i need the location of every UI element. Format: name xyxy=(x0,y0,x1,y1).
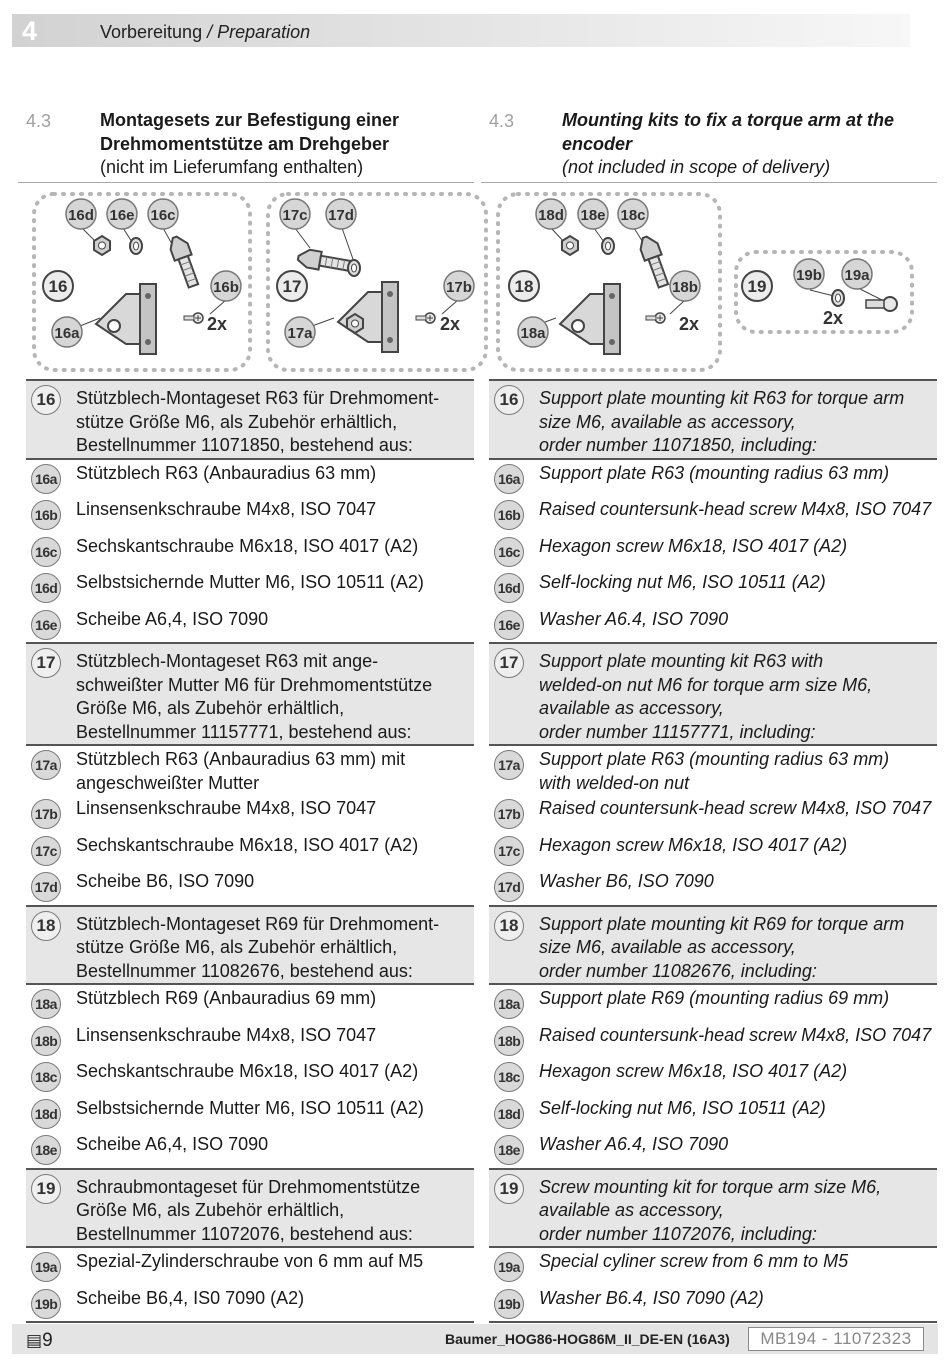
kit16-label-16d: 16d xyxy=(68,207,94,224)
description-line: Hexagon screw M6x18, ISO 4017 (A2) xyxy=(539,834,848,855)
item-badge: 16e xyxy=(494,610,524,640)
item-description xyxy=(76,834,470,858)
description-line: Stützblech R63 (Anbauradius 63 mm) mit xyxy=(76,749,406,769)
item-badge: 18 xyxy=(494,911,524,941)
description-line: Bestellnummer 11072076, bestehend aus: xyxy=(76,1223,413,1244)
description-line: Sechskantschraube M6x18, ISO 4017 (A2) xyxy=(76,834,419,855)
item-badge: 16b xyxy=(494,500,524,530)
description-line: Bestellnummer 11071850, bestehend aus: xyxy=(76,435,413,455)
kit-row-17-en xyxy=(489,642,937,746)
kit16-label-16e: 16e xyxy=(109,207,135,224)
item-description xyxy=(76,1176,470,1247)
description-line: Stützblech-Montageset R63 für Drehmoment- xyxy=(76,388,440,408)
part-row-16a-de xyxy=(26,460,474,497)
item-description xyxy=(539,797,933,821)
section-rule-de xyxy=(18,182,474,183)
description-line: stütze Größe M6, als Zubehör erhältlich, xyxy=(76,411,398,432)
description-line: Scheibe A6,4, ISO 7090 xyxy=(76,1134,269,1154)
item-description xyxy=(539,571,933,595)
item-description xyxy=(76,608,470,632)
part-row-18d-de xyxy=(26,1095,474,1132)
item-badge: 16 xyxy=(494,385,524,415)
part-row-19a-de xyxy=(26,1248,474,1285)
description-line: Support plate R69 (mounting radius 69 mm) xyxy=(539,988,890,1008)
item-badge: 18e xyxy=(31,1135,61,1165)
item-badge: 18d xyxy=(494,1099,524,1129)
description-line: size M6, available as accessory, xyxy=(539,937,796,957)
section-subtitle-en: (not included in scope of delivery) xyxy=(562,157,831,177)
description-line: Schraubmontageset für Drehmomentstütze xyxy=(76,1176,421,1197)
description-line: Support plate mounting kit R69 for torque arm xyxy=(539,913,905,934)
item-description xyxy=(539,387,933,458)
kit18-label-18e: 18e xyxy=(580,207,606,224)
description-line: stütze Größe M6, als Zubehör erhältlich, xyxy=(76,937,398,957)
section-title-en-line2: encoder xyxy=(562,133,633,154)
description-line: Linsensenkschraube M4x8, ISO 7047 xyxy=(76,1024,377,1045)
kit-row-18-en xyxy=(489,905,937,986)
description-line: Support plate R63 (mounting radius 63 mm) xyxy=(539,749,890,769)
part-row-16c-en xyxy=(489,533,937,570)
description-line: Washer A6.4, ISO 7090 xyxy=(539,608,729,629)
footer-document-name: Baumer_HOG86-HOG86M_II_DE-EN (16A3) xyxy=(445,1331,730,1347)
item-badge: 17d xyxy=(494,872,524,902)
description-line: Stützblech-Montageset R69 für Drehmoment- xyxy=(76,913,440,934)
description-line: size M6, available as accessory, xyxy=(539,411,796,432)
item-description xyxy=(76,1287,470,1311)
description-line: Größe M6, als Zubehör erhältlich, xyxy=(76,1200,345,1220)
description-line: Scheibe B6, ISO 7090 xyxy=(76,871,255,891)
kit19-label-19b: 19b xyxy=(796,267,822,284)
item-badge: 16a xyxy=(494,464,524,494)
part-row-18b-de xyxy=(26,1022,474,1059)
item-badge: 17a xyxy=(494,750,524,780)
item-description xyxy=(539,913,933,984)
table-bottom-rule xyxy=(26,1321,474,1323)
item-description xyxy=(76,1250,470,1274)
item-badge: 18c xyxy=(31,1062,61,1092)
table-bottom-rule xyxy=(489,1321,937,1323)
item-description xyxy=(539,1287,933,1311)
description-line: Stützblech R69 (Anbauradius 69 mm) xyxy=(76,988,377,1008)
kit-row-19-de xyxy=(26,1168,474,1249)
part-row-18c-de xyxy=(26,1058,474,1095)
part-row-18e-de xyxy=(26,1131,474,1168)
item-badge: 16c xyxy=(494,537,524,567)
description-line: Bestellnummer 11082676, bestehend aus: xyxy=(76,960,413,981)
parts-table-en xyxy=(489,379,937,1312)
item-badge: 17c xyxy=(31,836,61,866)
description-line: Scheibe A6,4, ISO 7090 xyxy=(76,608,269,629)
description-line: available as accessory, xyxy=(539,1200,724,1220)
description-line: Washer B6.4, IS0 7090 (A2) xyxy=(539,1287,764,1308)
kit16-quantity: 2x xyxy=(206,314,228,334)
part-row-17c-de xyxy=(26,832,474,869)
kit18-label-18c: 18c xyxy=(620,207,646,224)
kit-row-16-en xyxy=(489,379,937,460)
item-badge: 17b xyxy=(31,799,61,829)
item-badge: 16d xyxy=(494,573,524,603)
description-line: Linsensenkschraube M4x8, ISO 7047 xyxy=(76,798,377,818)
description-line: Raised countersunk-head screw M4x8, ISO 7047 xyxy=(539,798,932,818)
item-description xyxy=(539,1097,933,1121)
item-badge: 16d xyxy=(31,573,61,603)
description-line: Screw mounting kit for torque arm size M6, xyxy=(539,1176,882,1197)
item-badge: 17c xyxy=(494,836,524,866)
kit17-quantity: 2x xyxy=(439,314,461,334)
kit16-label-16a: 16a xyxy=(54,325,80,342)
description-line: Sechskantschraube M6x18, ISO 4017 (A2) xyxy=(76,535,419,556)
part-row-17d-de xyxy=(26,868,474,905)
part-row-17c-en xyxy=(489,832,937,869)
part-row-19a-en xyxy=(489,1248,937,1285)
kit18-label-18a: 18a xyxy=(520,325,546,342)
part-row-16d-en xyxy=(489,569,937,606)
kit-row-18-de xyxy=(26,905,474,986)
part-row-16d-de xyxy=(26,569,474,606)
item-description xyxy=(76,1060,470,1084)
item-badge: 16c xyxy=(31,537,61,567)
item-description xyxy=(76,571,470,595)
item-badge: 17 xyxy=(494,648,524,678)
description-line: Stützblech R63 (Anbauradius 63 mm) xyxy=(76,462,377,483)
kit16-label-16b: 16b xyxy=(213,279,239,296)
description-line: Raised countersunk-head screw M4x8, ISO 7047 xyxy=(539,499,932,519)
description-line: with welded-on nut xyxy=(539,772,690,793)
item-badge: 18c xyxy=(494,1062,524,1092)
item-badge: 19a xyxy=(31,1252,61,1282)
item-badge: 19b xyxy=(494,1289,524,1319)
part-row-16b-de xyxy=(26,496,474,533)
description-line: Bestellnummer 11157771, bestehend aus: xyxy=(76,721,412,742)
item-description xyxy=(539,870,933,894)
item-badge: 16a xyxy=(31,464,61,494)
item-description xyxy=(539,462,933,486)
item-badge: 19 xyxy=(494,1174,524,1204)
part-row-18a-en xyxy=(489,985,937,1022)
description-line: order number 11072076, including: xyxy=(539,1223,817,1244)
item-badge: 16b xyxy=(31,500,61,530)
item-description xyxy=(76,498,470,522)
kit16-label-16c: 16c xyxy=(150,207,176,224)
part-row-16a-en xyxy=(489,460,937,497)
description-line: Support plate mounting kit R63 for torque arm xyxy=(539,388,905,408)
section-heading-en xyxy=(562,109,932,180)
chapter-title-en: Preparation xyxy=(217,22,311,42)
kit17-label-17d: 17d xyxy=(328,207,354,224)
description-line: Special cyliner screw from 6 mm to M5 xyxy=(539,1251,849,1271)
description-line: Größe M6, als Zubehör erhältlich, xyxy=(76,698,345,718)
item-badge: 18a xyxy=(31,989,61,1019)
item-description xyxy=(539,608,933,632)
kit18-number: 18 xyxy=(514,277,534,296)
description-line: Support plate mounting kit R63 with xyxy=(539,651,824,671)
item-badge: 17d xyxy=(31,872,61,902)
item-badge: 16 xyxy=(31,385,61,415)
description-line: angeschweißter Mutter xyxy=(76,772,260,793)
page-number-value: 9 xyxy=(42,1330,53,1351)
item-badge: 19b xyxy=(31,1289,61,1319)
item-description xyxy=(76,987,470,1011)
description-line: Sechskantschraube M6x18, ISO 4017 (A2) xyxy=(76,1061,419,1081)
part-row-18b-en xyxy=(489,1022,937,1059)
description-line: schweißter Mutter M6 für Drehmomentstütze xyxy=(76,674,433,695)
section-title-de-line1: Montagesets zur Befestigung einer xyxy=(100,110,400,130)
item-badge: 18 xyxy=(31,911,61,941)
parts-table-de xyxy=(26,379,474,1312)
description-line: Selbstsichernde Mutter M6, ISO 10511 (A2) xyxy=(76,572,424,592)
page-number xyxy=(26,1330,53,1352)
footer-document-code: MB194 - 11072323 xyxy=(748,1327,924,1351)
description-line: order number 11157771, including: xyxy=(539,721,816,742)
kit19-number: 19 xyxy=(747,277,767,296)
item-description xyxy=(539,1133,933,1157)
part-row-16c-de xyxy=(26,533,474,570)
kit17-number: 17 xyxy=(282,277,302,296)
section-heading-de xyxy=(100,109,470,180)
description-line: Raised countersunk-head screw M4x8, ISO 7047 xyxy=(539,1024,932,1045)
kit-row-16-de xyxy=(26,379,474,460)
part-row-17a-de xyxy=(26,746,474,795)
page-icon: ▤ xyxy=(26,1331,43,1350)
part-row-19b-de xyxy=(26,1285,474,1322)
item-description xyxy=(539,1250,933,1274)
item-description xyxy=(76,1097,470,1121)
kit18-label-18d: 18d xyxy=(538,207,564,224)
item-badge: 17b xyxy=(494,799,524,829)
description-line: order number 11071850, including: xyxy=(539,435,817,455)
item-description xyxy=(76,462,470,486)
item-description xyxy=(539,748,933,795)
item-badge: 17 xyxy=(31,648,61,678)
item-badge: 18e xyxy=(494,1135,524,1165)
part-row-17b-de xyxy=(26,795,474,832)
item-description xyxy=(539,834,933,858)
description-line: Linsensenkschraube M4x8, ISO 7047 xyxy=(76,499,377,519)
description-line: Hexagon screw M6x18, ISO 4017 (A2) xyxy=(539,535,848,556)
description-line: Stützblech-Montageset R63 mit ange- xyxy=(76,651,379,671)
item-description xyxy=(76,650,470,744)
part-row-17b-en xyxy=(489,795,937,832)
part-row-18c-en xyxy=(489,1058,937,1095)
description-line: welded-on nut M6 for torque arm size M6, xyxy=(539,674,873,695)
item-description xyxy=(539,1024,933,1048)
item-badge: 19a xyxy=(494,1252,524,1282)
kit17-label-17c: 17c xyxy=(282,207,308,224)
section-subtitle-de: (nicht im Lieferumfang enthalten) xyxy=(100,157,364,177)
kit19-label-19a: 19a xyxy=(844,267,870,284)
kit16-number: 16 xyxy=(48,277,68,296)
description-line: Washer B6, ISO 7090 xyxy=(539,871,714,891)
section-title-en-line1: Mounting kits to fix a torque arm at the xyxy=(562,110,895,130)
item-description xyxy=(76,1024,470,1048)
item-description xyxy=(76,387,470,458)
chapter-title-separator: / xyxy=(202,22,218,42)
item-badge: 18d xyxy=(31,1099,61,1129)
chapter-title-de: Vorbereitung xyxy=(100,22,203,42)
description-line: order number 11082676, including: xyxy=(539,960,817,981)
item-description xyxy=(539,498,933,522)
part-row-17a-en xyxy=(489,746,937,795)
item-badge: 19 xyxy=(31,1174,61,1204)
kit18-quantity: 2x xyxy=(678,314,700,334)
kit17-label-17a: 17a xyxy=(287,325,313,342)
part-row-18a-de xyxy=(26,985,474,1022)
item-badge: 18b xyxy=(31,1026,61,1056)
kit-row-19-en xyxy=(489,1168,937,1249)
description-line: Spezial-Zylinderschraube von 6 mm auf M5 xyxy=(76,1251,424,1271)
item-badge: 18a xyxy=(494,989,524,1019)
section-number-en: 4.3 xyxy=(489,111,515,131)
description-line: Self-locking nut M6, ISO 10511 (A2) xyxy=(539,572,826,592)
part-row-16e-de xyxy=(26,606,474,643)
part-row-17d-en xyxy=(489,868,937,905)
description-line: Hexagon screw M6x18, ISO 4017 (A2) xyxy=(539,1061,848,1081)
item-description xyxy=(76,535,470,559)
item-badge: 17a xyxy=(31,750,61,780)
description-line: available as accessory, xyxy=(539,698,724,718)
part-row-19b-en xyxy=(489,1285,937,1322)
item-description xyxy=(539,1176,933,1247)
kit19-quantity: 2x xyxy=(822,308,844,328)
kit18-label-18b: 18b xyxy=(672,279,698,296)
part-row-16b-en xyxy=(489,496,937,533)
description-line: Support plate R63 (mounting radius 63 mm) xyxy=(539,462,890,483)
kit17-label-17b: 17b xyxy=(446,279,472,296)
description-line: Selbstsichernde Mutter M6, ISO 10511 (A2) xyxy=(76,1097,424,1118)
part-row-18d-en xyxy=(489,1095,937,1132)
item-description xyxy=(539,650,933,744)
part-row-16e-en xyxy=(489,606,937,643)
description-line: Washer A6.4, ISO 7090 xyxy=(539,1134,729,1154)
description-line: Self-locking nut M6, ISO 10511 (A2) xyxy=(539,1097,826,1118)
chapter-title xyxy=(100,22,310,43)
item-badge: 16e xyxy=(31,610,61,640)
item-description xyxy=(76,870,470,894)
section-rule-en xyxy=(481,182,937,183)
item-description xyxy=(76,1133,470,1157)
part-row-18e-en xyxy=(489,1131,937,1168)
section-title-de-line2: Drehmomentstütze am Drehgeber xyxy=(100,133,390,154)
item-description xyxy=(539,1060,933,1084)
item-badge: 18b xyxy=(494,1026,524,1056)
kit-row-17-de xyxy=(26,642,474,746)
item-description xyxy=(539,535,933,559)
item-description xyxy=(76,913,470,984)
item-description xyxy=(539,987,933,1011)
item-description xyxy=(76,797,470,821)
chapter-number: 4 xyxy=(22,16,38,46)
section-number-de: 4.3 xyxy=(26,111,52,131)
item-description xyxy=(76,748,470,795)
description-line: Scheibe B6,4, IS0 7090 (A2) xyxy=(76,1287,305,1308)
kit-illustrations xyxy=(0,186,950,376)
